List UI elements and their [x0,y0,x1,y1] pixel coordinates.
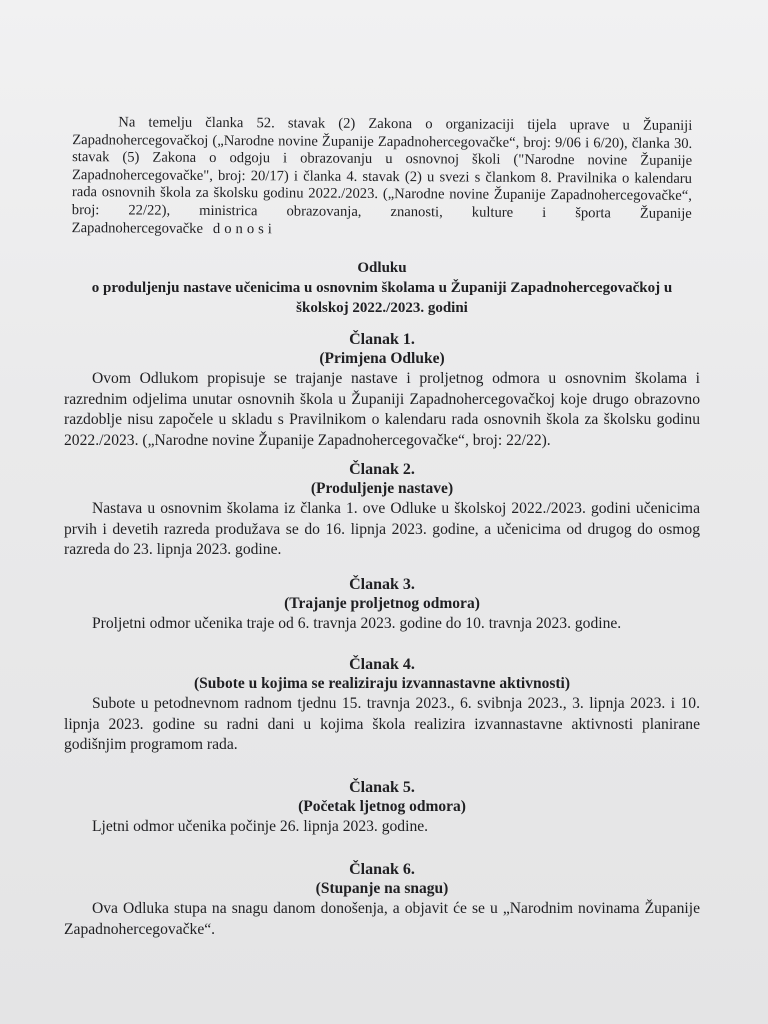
article-heading: Članak 2. [349,461,415,478]
article-text: Nastava u osnovnim školama iz članka 1. ove Odluke u školskoj 2022./2023. godini učenicima prvih i devetih razreda produžava se do 16. lipnja 2023. godine, a učenicima od drugog do osmog razreda do 23. lipnja 2023. godine. [64,500,700,559]
article-6 [64,860,700,940]
article-text: Ovom Odlukom propisuje se trajanje nastave i proljetnog odmora u osnovnim školama i razrednim odjelima unutar osnovnih škola u Županiji Zapadnohercegovačkoj koje drugo obrazovno razdoblje nisu započele u skladu s Pravilnikom o kalendaru rada osnovnih škola za školsku godinu 2022./2023. („Narodne novine Županije Zapadnohercegovačke“, broj: 22/22). [64,370,700,449]
article-text: Subote u petodnevnom radnom tjednu 15. travnja 2023., 6. svibnja 2023., 3. lipnja 2023. i 10. lipnja 2023. godine su radni dani u kojima škola realizira izvannastavne aktivnosti planirane godišnjim programom rada. [64,695,700,754]
article-subheading: (Početak ljetnog odmora) [298,798,466,815]
article-subheading: (Produljenje nastave) [310,480,454,497]
article-heading: Članak 1. [349,331,415,348]
preamble-text: Na temelju članka 52. stavak (2) Zakona o organizaciji tijela uprave u Županiji Zapadnohercegovačkoj („Narodne novine Županije Zapadnohercegovačke“, broj: 9/06 i 6/20), članka 30. stavak (5) Zakona o odgoju i obrazovanju u osnovnoj školi ("Narodne novine Županije Zapadnohercegovačke", broj: 20/17) i članka 4. stavak (2) u svezi s člankom 8. Pravilnika o kalendaru rada osnovnih škola za školsku godinu 2022./2023. („Narodne novine Županije Zapadnohercegovačke“, broj: 22/22), ministrica obrazovanja, znanosti, kulture i športa Županije Zapadnohercegovačke [71,114,693,237]
article-3 [64,575,700,635]
article-heading: Članak 3. [349,576,415,593]
article-4 [64,655,700,756]
article-text: Ljetni odmor učenika počinje 26. lipnja 2023. godine. [92,818,429,835]
article-text: Ova Odluka stupa na snagu danom donošenja, a objavit će se u „Narodnim novinama Županije Zapadnohercegovačke“. [64,900,700,938]
article-subheading: (Primjena Odluke) [319,350,445,367]
article-1 [64,330,700,451]
article-subheading: (Trajanje proljetnog odmora) [284,595,480,612]
article-subheading: (Subote u kojima se realiziraju izvannastavne aktivnosti) [193,675,571,692]
preamble [72,114,693,241]
article-text: Proljetni odmor učenika traje od 6. travnja 2023. godine do 10. travnja 2023. godine. [92,615,622,632]
decision-subtitle: o produljenju nastave učenicima u osnovnim školama u Županiji Zapadnohercegovačkoj u školskoj 2022./2023. godini [91,280,673,316]
article-subheading: (Stupanje na snagu) [315,880,449,897]
article-5 [64,778,700,838]
decision-title: Odluku [357,260,407,276]
decision-header [64,258,700,318]
preamble-verb: donosi [212,220,276,237]
article-heading: Članak 5. [349,779,415,796]
article-2 [64,460,700,561]
article-heading: Članak 4. [349,656,415,673]
article-heading: Članak 6. [349,861,415,878]
